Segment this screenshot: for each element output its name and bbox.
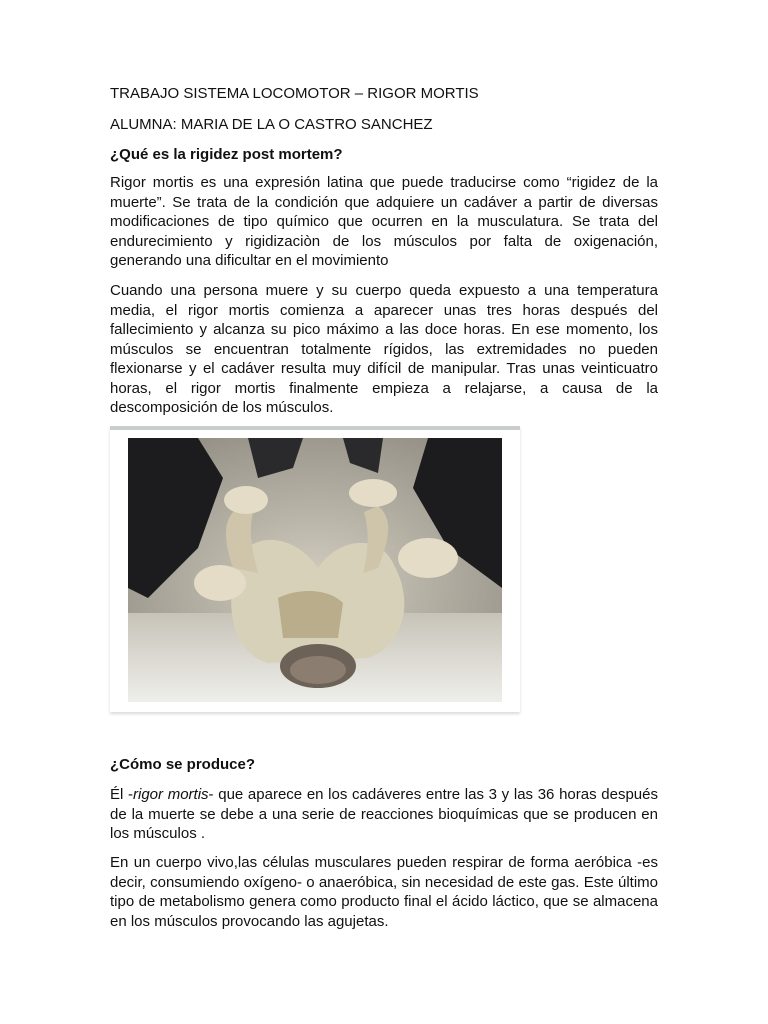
- section-heading-como-se-produce: ¿Cómo se produce?: [110, 756, 256, 773]
- p3-prefix: Él -: [110, 786, 134, 803]
- section-heading-rigidez: ¿Qué es la rigidez post mortem?: [110, 146, 343, 163]
- rigor-mortis-photo: [110, 426, 520, 712]
- paragraph-timeline: Cuando una persona muere y su cuerpo queda expuesto a una temperatura media, el rigor mortis comienza a aparecer unas tres horas después del fallecimiento y alcanza su pico máximo a las doce horas. En ese momento, los músculos se encuentran totalmente rígidos, las extremidades no pueden flexionarse y el cadáver resulta muy difícil de manipular. Tras unas veinticuatro horas, el rigor mortis finalmente empieza a relajarse, a causa de la descomposición de los músculos.: [110, 282, 658, 416]
- document-title: TRABAJO SISTEMA LOCOMOTOR – RIGOR MORTIS: [110, 85, 479, 102]
- p3-rest: - que aparece en los cadáveres entre las 3 y las 36 horas después de la muerte se debe a una serie de reacciones bioquímicas que se producen en los músculos .: [110, 786, 658, 842]
- photo-illustration: [128, 438, 502, 702]
- student-name: ALUMNA: MARIA DE LA O CASTRO SANCHEZ: [110, 116, 433, 133]
- paragraph-biochemistry: [110, 785, 658, 844]
- rigor-mortis-italic: rigor mortis: [133, 786, 209, 803]
- paragraph-metabolism: En un cuerpo vivo,las células musculares pueden respirar de forma aeróbica -es decir, consumiendo oxígeno- o anaeróbica, sin necesidad de este gas. Este último tipo de metabolismo genera como producto final el ácido láctico, que se almacena en los músculos provocando las agujetas.: [110, 854, 658, 930]
- paragraph-definition: Rigor mortis es una expresión latina que puede traducirse como “rigidez de la muerte”. Se trata de la condición que adquiere un cadáver a partir de diversas modificaciones de tipo químico que ocurren en la musculatura. Se trata del endurecimiento y rigidizaciòn de los músculos por falta de oxigenación, generando una dificultar en el movimiento: [110, 174, 658, 269]
